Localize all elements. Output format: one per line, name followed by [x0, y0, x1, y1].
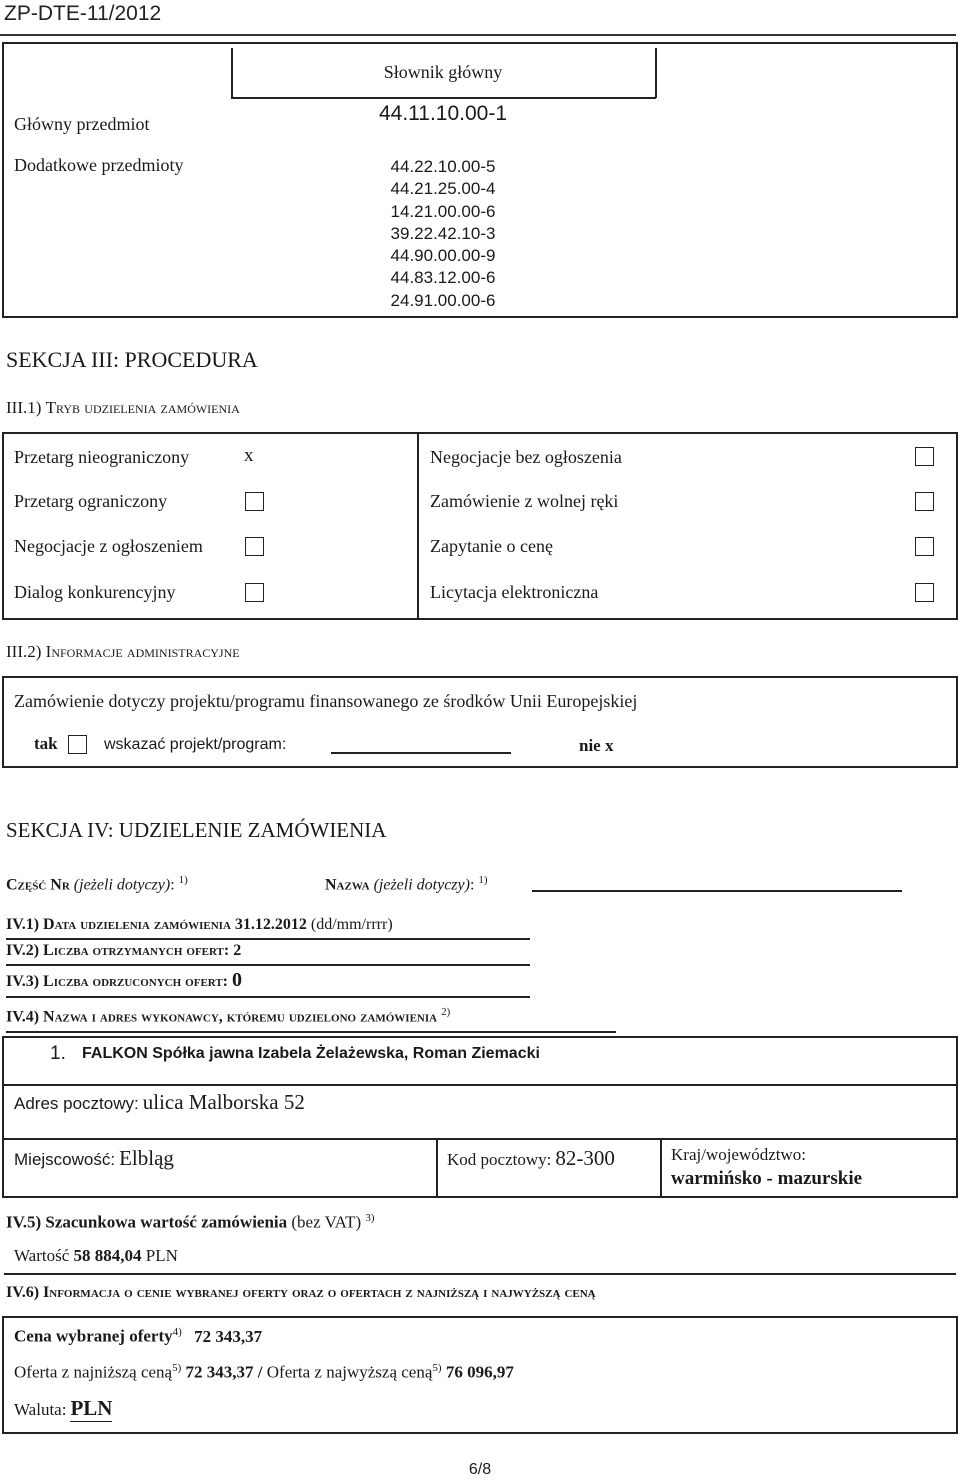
- iv4-footnote: 2): [441, 1006, 451, 1018]
- nazwa-label: Nazwa: [325, 876, 370, 894]
- document-id: ZP-DTE-11/2012: [4, 2, 162, 25]
- iv1-number: IV.1): [6, 916, 40, 933]
- page-number: 6/8: [468, 1461, 492, 1478]
- address-value: ulica Malborska 52: [142, 1090, 305, 1114]
- iv6-label: Informacja o cenie wybranej oferty oraz o ofertach z najniższą i najwyższą ceną: [43, 1284, 596, 1301]
- cpv-right-divider: [655, 48, 657, 98]
- iv2-value: 2: [233, 942, 242, 959]
- procedure-checkbox[interactable]: [915, 537, 934, 556]
- address-label: Adres pocztowy:: [14, 1094, 139, 1113]
- cpv-extra-code: 39.22.42.10-3: [390, 223, 496, 243]
- iv1-label: Data udzielenia zamówienia: [43, 916, 231, 933]
- cpv-dict-header: Słownik główny: [383, 62, 503, 82]
- cpv-hrule: [231, 97, 656, 99]
- iv1-format: (dd/mm/rrrr): [310, 916, 393, 933]
- eu-tak-label: tak: [34, 734, 58, 753]
- city-value: Elbląg: [119, 1146, 174, 1170]
- iv5-label: Szacunkowa wartość zamówienia: [45, 1212, 288, 1232]
- cpv-extra-label: Dodatkowe przedmioty: [14, 155, 184, 175]
- header-rule: [0, 34, 956, 36]
- eu-program-input[interactable]: [331, 752, 511, 754]
- procedure-label: Negocjacje z ogłoszeniem: [14, 536, 203, 556]
- iv5-footnote: 3): [365, 1212, 375, 1224]
- czesc-label: Część Nr: [6, 876, 70, 894]
- procedure-divider: [417, 434, 419, 618]
- section-3-title: SEKCJA III: PROCEDURA: [6, 347, 258, 372]
- cena-value: 72 343,37: [194, 1326, 263, 1346]
- nazwa-line: Nazwa (jeżeli dotyczy): $^{1)}$: [325, 874, 488, 894]
- s32-title: Informacje administracyjne: [45, 642, 240, 661]
- iv3-label: Liczba odrzuconych ofert:: [43, 973, 229, 990]
- city-line: [14, 1146, 174, 1171]
- contractor-divider-2: [660, 1140, 662, 1196]
- oferta-low-footnote: 5): [172, 1362, 182, 1374]
- procedure-label: Przetarg nieograniczony: [14, 447, 190, 467]
- procedure-checkbox[interactable]: [915, 447, 934, 466]
- cpv-extra-code: 24.91.00.00-6: [390, 290, 496, 310]
- iv1-line: [6, 916, 393, 934]
- s32-heading: [6, 642, 240, 662]
- nazwa-input[interactable]: [532, 890, 902, 892]
- contractor-number: 1.: [50, 1043, 66, 1064]
- s32-number: III.2): [6, 642, 42, 661]
- procedure-label: Przetarg ograniczony: [14, 491, 168, 511]
- cpv-main-code: 44.11.10.00-1: [378, 102, 508, 125]
- eu-question: Zamówienie dotyczy projektu/programu finansowanego ze środków Unii Europejskiej: [14, 691, 638, 711]
- iv6-line: [6, 1284, 596, 1302]
- iv5-number: IV.5): [6, 1212, 42, 1232]
- waluta-label: Waluta:: [14, 1400, 67, 1419]
- cena-footnote: 4): [172, 1326, 182, 1338]
- procedure-label: Negocjacje bez ogłoszenia: [430, 447, 622, 467]
- iv2-label: Liczba otrzymanych ofert:: [43, 942, 230, 959]
- czesc-note: (jeżeli dotyczy): [73, 876, 171, 894]
- wartosc-currency: PLN: [145, 1246, 178, 1265]
- wartosc-value: 58 884,04: [73, 1246, 142, 1265]
- region-label: Kraj/województwo:: [671, 1145, 807, 1164]
- eu-tak-checkbox[interactable]: [68, 735, 87, 754]
- procedure-checkbox[interactable]: [245, 537, 264, 556]
- contractor-divider-1: [436, 1140, 438, 1196]
- iv-rule-3: [6, 996, 530, 998]
- contractor-rule-2: [4, 1138, 956, 1140]
- procedure-label: Zapytanie o cenę: [430, 536, 553, 556]
- postal-label: Kod pocztowy:: [447, 1150, 552, 1169]
- city-label: Miejscowość:: [14, 1150, 116, 1169]
- region-value: warmińsko - mazurskie: [671, 1168, 863, 1189]
- iv1-value: 31.12.2012: [234, 916, 307, 933]
- czesc-nr-line: Część Nr (jeżeli dotyczy): $^{1)}$: [6, 874, 188, 894]
- oferta-high-footnote: 5): [432, 1362, 442, 1374]
- iv4-number: IV.4): [6, 1008, 40, 1026]
- cena-line: [14, 1326, 262, 1347]
- iv4-label: Nazwa i adres wykonawcy, któremu udzielono zamówienia: [43, 1008, 438, 1026]
- procedure-label: Licytacja elektroniczna: [430, 582, 599, 602]
- s31-heading: [6, 398, 240, 418]
- procedure-checkbox[interactable]: [245, 583, 264, 602]
- procedure-checkbox[interactable]: [245, 492, 264, 511]
- iv3-value: 0: [232, 969, 243, 991]
- oferta-high-value: 76 096,97: [445, 1362, 514, 1382]
- oferta-line: [14, 1362, 514, 1383]
- czesc-footnote: 1): [178, 874, 188, 886]
- nazwa-note: (jeżeli dotyczy): [373, 876, 470, 894]
- iv6-number: IV.6): [6, 1284, 40, 1301]
- iv5-line: [6, 1212, 375, 1233]
- iv-rule-1: [6, 938, 530, 940]
- procedure-label: Zamówienie z wolnej ręki: [430, 491, 619, 511]
- s31-number: III.1): [6, 398, 42, 417]
- nazwa-footnote: 1): [478, 874, 488, 886]
- oferta-low-label: Oferta z najniższą ceną: [14, 1362, 173, 1382]
- cena-label: Cena wybranej oferty: [14, 1326, 173, 1346]
- cpv-extra-code: 44.22.10.00-5: [390, 157, 496, 176]
- procedure-label: Dialog konkurencyjny: [14, 582, 176, 602]
- cpv-extra-code: 14.21.00.00-6: [390, 201, 496, 221]
- iv-rule-2: [6, 964, 530, 966]
- iv2-line: [6, 942, 241, 960]
- wartosc-line: [14, 1246, 178, 1266]
- cpv-extra-code: 44.21.25.00-4: [390, 179, 496, 199]
- iv5-note: (bez VAT): [291, 1212, 362, 1232]
- iv5-rule: [4, 1273, 956, 1275]
- iv3-number: IV.3): [6, 973, 40, 990]
- eu-program-label: wskazać projekt/program:: [104, 736, 287, 753]
- address-line: [14, 1090, 305, 1115]
- waluta-line: [14, 1396, 112, 1422]
- eu-nie-label: nie x: [579, 736, 614, 755]
- wartosc-label: Wartość: [14, 1246, 70, 1265]
- contractor-rule-1: [4, 1084, 956, 1086]
- procedure-checkbox[interactable]: [915, 492, 934, 511]
- procedure-mark-x[interactable]: x: [244, 445, 254, 466]
- iv3-line: [6, 969, 242, 992]
- s31-title: Tryb udzielenia zamówienia: [45, 398, 240, 417]
- oferta-low-value: 72 343,37: [185, 1362, 254, 1382]
- cpv-extra-code: 44.90.00.00-9: [390, 246, 496, 266]
- procedure-checkbox[interactable]: [915, 583, 934, 602]
- cpv-extra-codes-list: [231, 156, 655, 312]
- iv4-line: [6, 1006, 450, 1026]
- iv-rule-4: [6, 1031, 616, 1033]
- eu-funding-box: [2, 676, 958, 768]
- contractor-name: FALKON Spółka jawna Izabela Żelażewska, Roman Ziemacki: [82, 1045, 540, 1062]
- postal-line: [447, 1146, 615, 1171]
- iv2-number: IV.2): [6, 942, 40, 959]
- oferta-high-label: Oferta z najwyższą ceną: [266, 1362, 433, 1382]
- cpv-extra-code: 44.83.12.00-6: [390, 268, 496, 288]
- cpv-main-label: Główny przedmiot: [14, 114, 150, 134]
- section-4-title: SEKCJA IV: UDZIELENIE ZAMÓWIENIA: [6, 818, 387, 842]
- waluta-value: PLN: [70, 1396, 113, 1420]
- postal-value: 82-300: [555, 1146, 615, 1170]
- oferta-separator: /: [257, 1362, 263, 1382]
